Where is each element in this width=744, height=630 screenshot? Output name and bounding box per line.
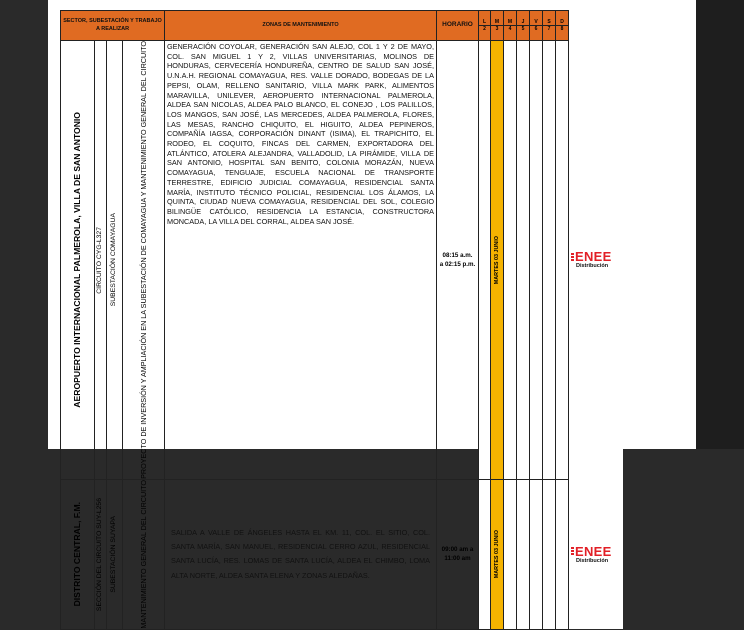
row1-day-d — [556, 41, 569, 480]
row2-day-m2 — [504, 479, 517, 629]
row2-substation: SUBESTACIÓN SUYAPA — [107, 479, 123, 629]
row1-day-s — [543, 41, 556, 480]
row2-logo-cell — [569, 479, 623, 629]
header-day-l: L 2 — [479, 11, 491, 41]
row2-hours: 09:00 am a 11:00 am — [437, 479, 479, 629]
row2-zones: SALIDA A VALLE DE ÁNGELES HASTA EL KM. 11, COL. EL SITIO, COL. SANTA MARÍA, SAN MANUEL, RESIDENCIAL CERRO AZUL, RESIDENCIAL SANTA LUCÍA, RES. LOMAS DE SANTA LUCÍA, ALDEA EL CHIMBO, LOMA ALTA NORTE, ALDEA SANTA ELENA Y ZONAS ALEDAÑAS. — [165, 479, 437, 629]
maintenance-table — [60, 10, 623, 630]
header-horario: HORARIO — [437, 11, 479, 41]
enee-logo: ENEE Distribución — [569, 250, 623, 269]
document-page — [48, 0, 696, 629]
row1-day-m-highlight: MARTES 03 JUNIO — [491, 41, 504, 480]
left-margin — [0, 0, 48, 449]
enee-logo: ENEE Distribución — [569, 545, 623, 564]
header-day-j: J 5 — [517, 11, 530, 41]
header-spacer — [569, 11, 623, 41]
header-day-v: V 6 — [530, 11, 543, 41]
row2-day-s — [543, 479, 556, 629]
header-sector: SECTOR, SUBESTACIÓN Y TRABAJO A REALIZAR — [61, 11, 165, 41]
header-zones: ZONAS DE MANTENIMIENTO — [165, 11, 437, 41]
row2-day-j — [517, 479, 530, 629]
row1-day-j — [517, 41, 530, 480]
table-row — [61, 479, 623, 629]
right-margin — [696, 0, 744, 449]
row1-circuit: CIRCUITO CYG-L327 — [95, 41, 107, 480]
enee-logo-icon — [571, 253, 574, 261]
row1-day-v — [530, 41, 543, 480]
row1-logo-cell — [569, 41, 623, 480]
header-day-d: D 8 — [556, 11, 569, 41]
table-row — [61, 41, 623, 480]
header-day-s: S 7 — [543, 11, 556, 41]
enee-logo-icon — [571, 547, 574, 555]
row1-work: PROYECTO DE INVERSIÓN Y AMPLIACIÓN EN LA SUBESTACIÓN DE COMAYAGUA Y MANTENIMIENTO GENERAL DEL CIRCUITO — [123, 41, 165, 480]
row1-hours: 08:15 a.m. a 02:15 p.m. — [437, 41, 479, 480]
row2-circuit: SECCIÓN DEL CIRCUITO SUY-L256 — [95, 479, 107, 629]
header-day-m: M 3 — [491, 11, 504, 41]
row1-day-m2 — [504, 41, 517, 480]
row2-work: MANTENIMIENTO GENERAL DEL CIRCUITO — [123, 479, 165, 629]
row1-substation: SUBESTACIÓN COMAYAGUA — [107, 41, 123, 480]
row1-zones: GENERACIÓN COYOLAR, GENERACIÓN SAN ALEJO, COL 1 Y 2 DE MAYO, COL. SAN MIGUEL 1 Y 2, VILLAS UNIVERSITARIAS, MOLINOS DE HONDURAS, CERVECERÍA HONDUREÑA, CENTRO DE SALUD SAN JOSÉ, U.N.A.H. REGIONAL COMAYAGUA, RES. VALLE DORADO, BODEGAS DE LA PEPSI, OLAM, RELLENO SANITARIO, VILLA MARK PARK, ALIMENTOS MARAVILLA, UNILEVER, AEROPUERTO INTERNACIONAL PALMEROLA, ALDEA SAN NICOLAS, ALDEA PALO BLANCO, EL CONEJO , LOS PALILLOS, LOS MANGOS, SAN JOSÉ, LAS MERCEDES, ALDEA PALMEROLA, FLORES, LAS MESAS, RANCHO CHIQUITO, EL HIGUITO, ALDEA PEPINEROS, COMPAÑÍA IAGSA, CORPORACIÓN DINANT (ISIMA), EL TRAPICHITO, EL RODEO, EL COQUITO, FINCAS DEL CARMEN, EXPORTADORA DEL ATLÁNTICO, ATOLERA ALEJANDRA, VALLADOLID, LA PIRÁMIDE, VILLA DE SAN ANTONIO, HOSPITAL SAN BENITO, COLONIA MORAZÁN, NUEVA COMAYAGUA, TENGUAJE, ESCUELA NACIONAL DE TRANSPORTE TERRESTRE, EDIFICIO JUDICIAL COMAYAGUA, RESIDENCIAL SANTA MARÍA, INSTITUTO TÉCNICO POLICIAL, RESIDENCIAL LOS ÁLAMOS, LA QUINTA, CIUDAD NUEVA COMAYAGUA, RESIDENCIAL DEL SOL, COLEGIO BILINGÜE CATÓLICO, RESIDENCIA LA ESTANCIA, CONSTRUCTORA MONCADA, LA VILLA DEL CORRAL, ALDEA SAN JOSÉ. — [165, 41, 437, 480]
header-row — [61, 11, 623, 41]
row2-sector: DISTRITO CENTRAL, F.M. — [61, 479, 95, 629]
row2-day-l — [479, 479, 491, 629]
row1-day-l — [479, 41, 491, 480]
row1-sector: AEROPUERTO INTERNACIONAL PALMEROLA, VILLA DE SAN ANTONIO — [61, 41, 95, 480]
row2-day-m-highlight: MARTES 03 JUNIO — [491, 479, 504, 629]
row2-day-d — [556, 479, 569, 629]
row2-day-v — [530, 479, 543, 629]
header-day-m2: M 4 — [504, 11, 517, 41]
